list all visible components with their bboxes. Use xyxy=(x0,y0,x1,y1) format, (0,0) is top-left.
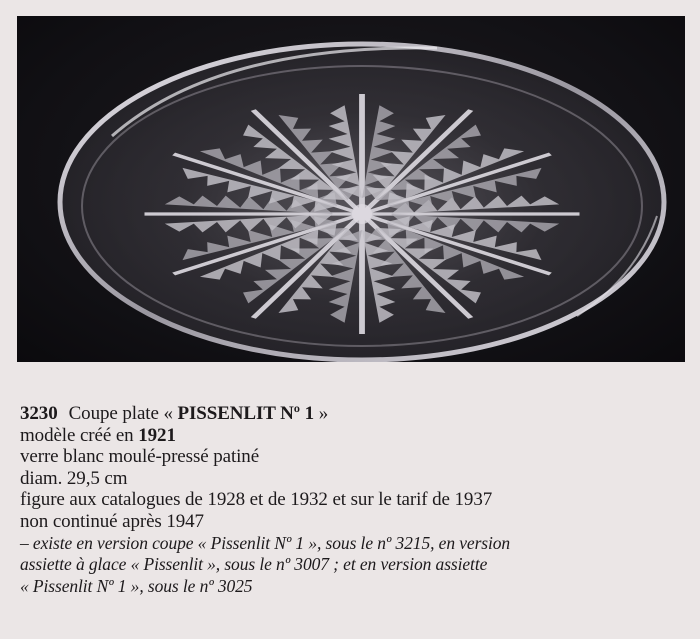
catalogue-number: 3230 xyxy=(20,403,58,424)
model-year: 1921 xyxy=(138,424,176,446)
catalogues-line: figure aux catalogues de 1928 et de 1932 et sur le tarif de 1937 xyxy=(20,489,493,511)
title-suffix: » xyxy=(318,403,329,424)
catalogue-entry xyxy=(20,403,696,597)
diameter-line: diam. 29,5 cm xyxy=(20,467,128,489)
entry-title-line xyxy=(20,403,696,425)
glass-plate-illustration xyxy=(17,16,685,362)
model-name: PISSENLIT Nº 1 xyxy=(177,403,315,424)
discontinued-line: non continué après 1947 xyxy=(20,510,204,532)
model-year-prefix: modèle créé en xyxy=(20,424,134,446)
note-line-2: assiette à glace « Pissenlit », sous le nº 3007 ; et en version assiette xyxy=(20,554,488,575)
product-photo xyxy=(17,16,685,362)
title-prefix: Coupe plate « xyxy=(68,403,173,424)
note-line-3: « Pissenlit Nº 1 », sous le nº 3025 xyxy=(20,575,253,596)
model-year-line xyxy=(20,425,696,447)
note-line-1: – existe en version coupe « Pissenlit Nº 1 », sous le nº 3215, en version xyxy=(20,532,511,553)
material-line: verre blanc moulé-pressé patiné xyxy=(20,446,260,468)
